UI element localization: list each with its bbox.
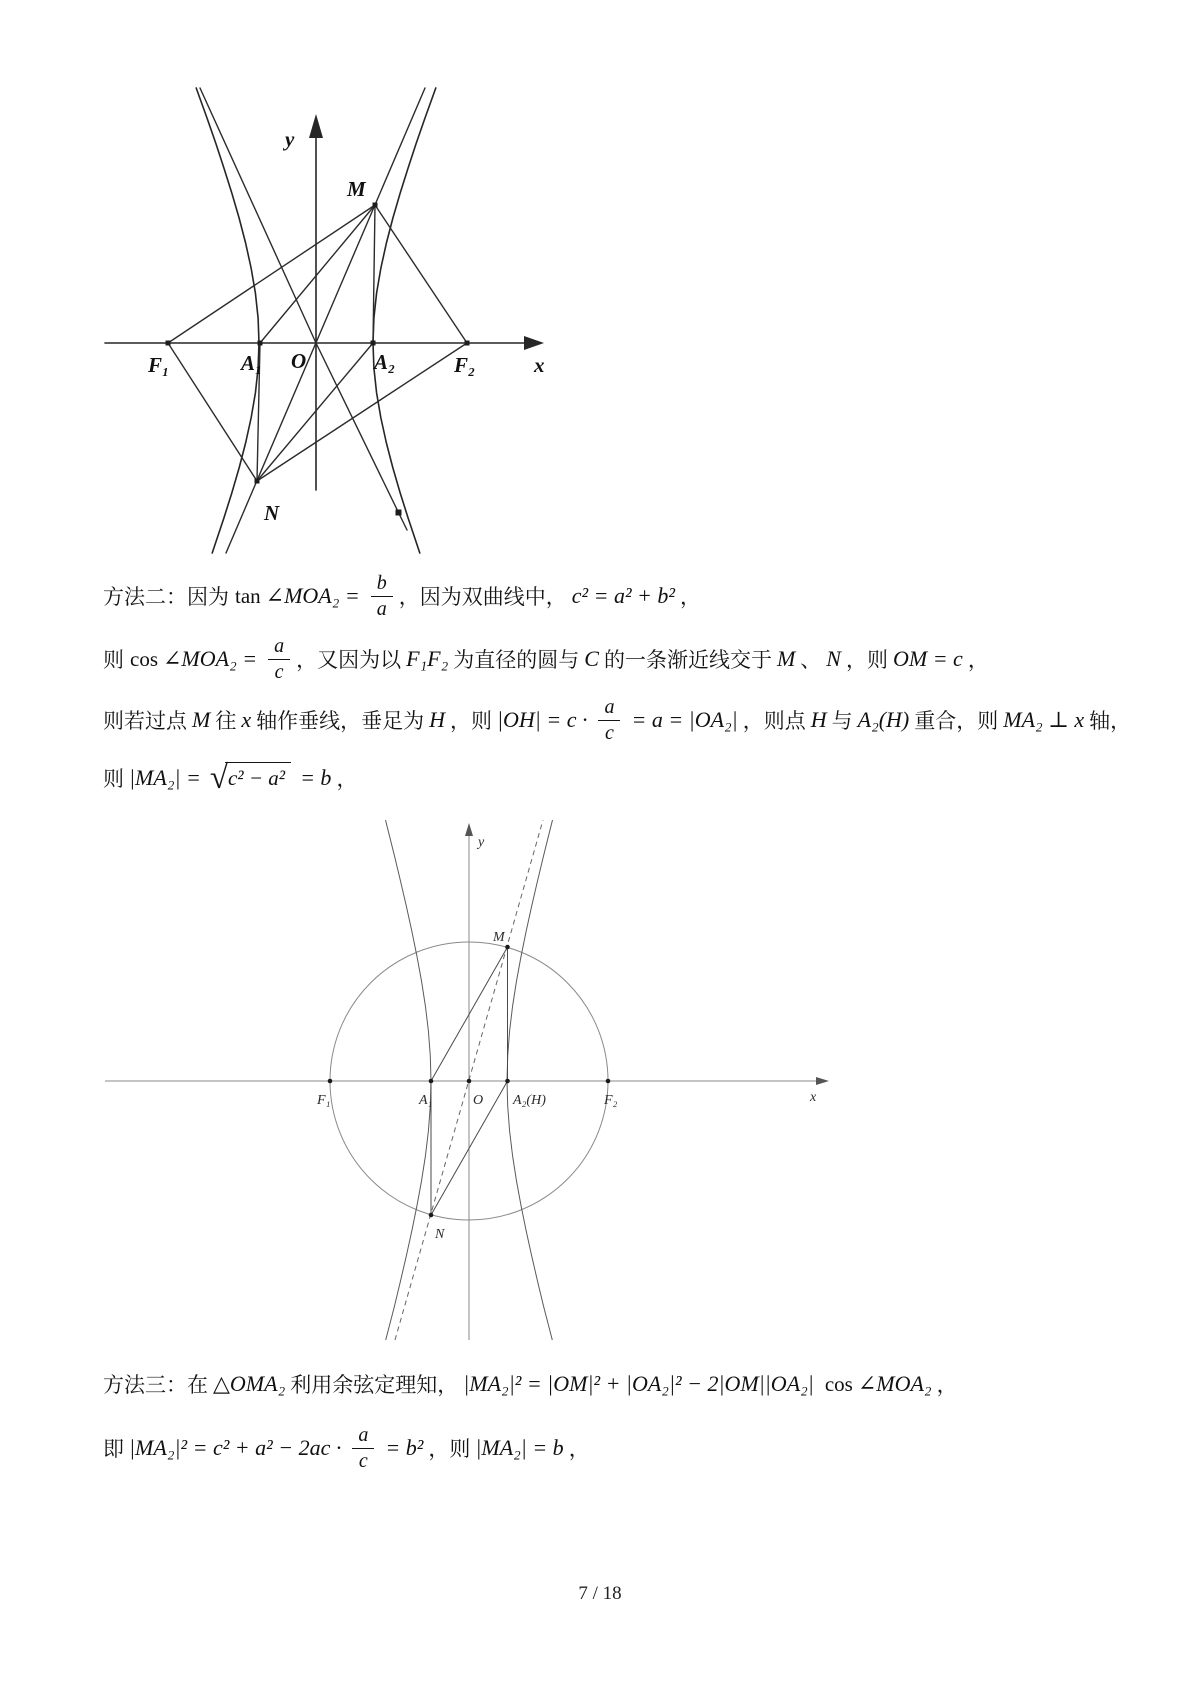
text-run: C — [584, 646, 599, 671]
text-run: |OH| = c · — [496, 707, 588, 732]
fig1-point-dots — [166, 203, 470, 516]
method3-line-2 — [103, 1413, 590, 1483]
method2-line-4 — [103, 743, 357, 813]
fig1-asymptote-2-upper — [200, 88, 316, 343]
text-run: △OMA₂ — [213, 1371, 286, 1396]
fig1-x-axis-arrow — [524, 336, 544, 350]
text-run: 即 — [103, 1437, 124, 1461]
fraction-denominator: c — [358, 1449, 368, 1472]
text-run: ，则 — [845, 648, 888, 672]
method2-line-1 — [103, 561, 701, 631]
text-run: 利用余弦定理知， — [290, 1373, 459, 1397]
fig1-hyperbola-right-branch — [373, 88, 436, 553]
fig2-x-axis-arrow — [816, 1077, 829, 1085]
fraction-numerator: a — [268, 635, 290, 660]
fig2-label-O: O — [473, 1093, 484, 1108]
text-run: M — [192, 707, 211, 732]
fig2-label-A2: A₂(H) — [513, 1093, 546, 1108]
text-run: 则 — [103, 767, 124, 791]
text-run: 轴作垂线，垂足为 — [256, 709, 425, 733]
text-run: 为直径的圆与 — [453, 648, 580, 672]
fig2-label-y: y — [478, 835, 485, 850]
fig2-label-A1: A₁ — [419, 1093, 433, 1108]
text-run: OM = c — [892, 646, 963, 671]
text-run: 方法三：在 — [103, 1373, 208, 1397]
text-run: 的一条渐近线交于 — [603, 648, 772, 672]
text-run: ，因为双曲线中， — [398, 585, 567, 609]
fig1-segment-n-f2 — [257, 343, 467, 481]
fig1-segment-m-a1 — [260, 205, 375, 343]
fig1-label-F1: F₁ — [148, 353, 170, 377]
text-run: 方法二：因为 — [103, 585, 229, 609]
fig1-label-N: N — [264, 501, 280, 525]
text-run: ，则 — [428, 1437, 471, 1461]
text-run: ， — [680, 585, 701, 609]
text-run: |MA₂| = — [129, 765, 201, 790]
text-run: |MA₂|² = |OM|² + |OA₂|² − 2|OM||OA₂| — [463, 1371, 814, 1396]
text-run: 轴， — [1089, 709, 1132, 733]
text-run: MA₂ ⊥ x — [1003, 707, 1085, 732]
fig2-hyperbola-right-branch — [507, 820, 553, 1340]
fig2-hyperbola-left-branch — [386, 820, 432, 1340]
fraction-denominator: c — [605, 721, 614, 744]
text-run: ∠MOA₂ = — [265, 583, 360, 608]
fig2-label-M: M — [493, 930, 505, 945]
method2-line-2 — [103, 624, 989, 694]
fraction-denominator: c — [274, 660, 284, 683]
fig1-label-F2: F₂ — [454, 353, 476, 377]
fig1-segment-m-f2 — [375, 205, 467, 343]
fraction-numerator: a — [598, 696, 620, 721]
text-run: ∠MOA₂ = — [163, 646, 258, 671]
fraction — [352, 1424, 374, 1473]
fig1-label-y: y — [285, 127, 295, 151]
fig2-label-F2: F₂ — [604, 1093, 618, 1108]
text-run: c² = a² + b² — [571, 583, 675, 608]
text-run: H — [810, 707, 827, 732]
fig1-label-x: x — [534, 353, 545, 377]
fig1-label-O: O — [291, 349, 307, 373]
text-run: ，又因为以 — [296, 648, 402, 672]
text-run: H — [429, 707, 445, 732]
fraction-numerator: b — [371, 572, 393, 597]
text-run: ， — [336, 767, 358, 791]
text-run: ， — [967, 648, 989, 672]
radicand: c² − a² — [225, 762, 291, 791]
text-run: = a = |OA₂| — [631, 707, 738, 732]
fig2-label-x: x — [810, 1090, 817, 1105]
text-run: ，则点 — [742, 709, 806, 733]
figure-1-hyperbola-sketch — [100, 80, 560, 565]
text-run: 与 — [831, 709, 853, 733]
fig2-label-F1: F₁ — [317, 1093, 331, 1108]
radical-sign: √ — [209, 760, 228, 797]
text-run: A₂(H) — [857, 707, 910, 732]
fig1-label-A1: A₁ — [241, 351, 263, 375]
fraction — [598, 696, 620, 745]
fig1-segment-f1-m — [168, 205, 375, 343]
method3-line-1 — [103, 1349, 958, 1419]
text-run: |MA₂|² = c² + a² − 2ac · — [129, 1435, 342, 1460]
text-run: ∠MOA₂ — [857, 1371, 932, 1396]
text-run: M — [776, 646, 796, 671]
text-run: ，则 — [449, 709, 492, 733]
fig1-hyperbola-left-branch — [196, 88, 259, 553]
text-run: = b — [300, 765, 332, 790]
figure-2-hyperbola-circle-plot — [95, 815, 835, 1345]
text-run: N — [826, 646, 841, 671]
text-run: 重合，则 — [914, 709, 999, 733]
text-run: 则 — [103, 648, 124, 672]
text-run: ， — [568, 1437, 590, 1461]
fig1-label-M: M — [347, 177, 366, 201]
fig1-y-axis-arrow — [309, 114, 323, 138]
fraction — [371, 572, 393, 621]
fig1-segment-n-a2 — [257, 343, 373, 481]
text-run: = b² — [385, 1435, 424, 1460]
fraction — [268, 635, 290, 684]
text-run: x — [241, 707, 252, 732]
fig1-label-A2: A₂ — [374, 350, 396, 374]
text-run: 、 — [800, 648, 822, 672]
page-number: 7 / 18 — [578, 1583, 622, 1604]
text-run: 则若过点 — [103, 709, 187, 733]
text-run: 往 — [215, 709, 237, 733]
fraction-numerator: a — [352, 1424, 374, 1449]
fig2-label-N: N — [435, 1227, 445, 1242]
fig2-y-axis-arrow — [465, 823, 473, 836]
square-root — [209, 760, 291, 797]
text-run: |MA₂| = b — [475, 1435, 564, 1460]
text-run: cos — [130, 646, 158, 671]
text-run: cos — [824, 1371, 853, 1396]
text-run: ， — [936, 1373, 958, 1397]
text-run: tan — [235, 583, 261, 608]
fig1-segment-m-a2 — [373, 205, 375, 343]
fraction-denominator: a — [376, 597, 387, 620]
text-run: F₁F₂ — [406, 646, 449, 671]
